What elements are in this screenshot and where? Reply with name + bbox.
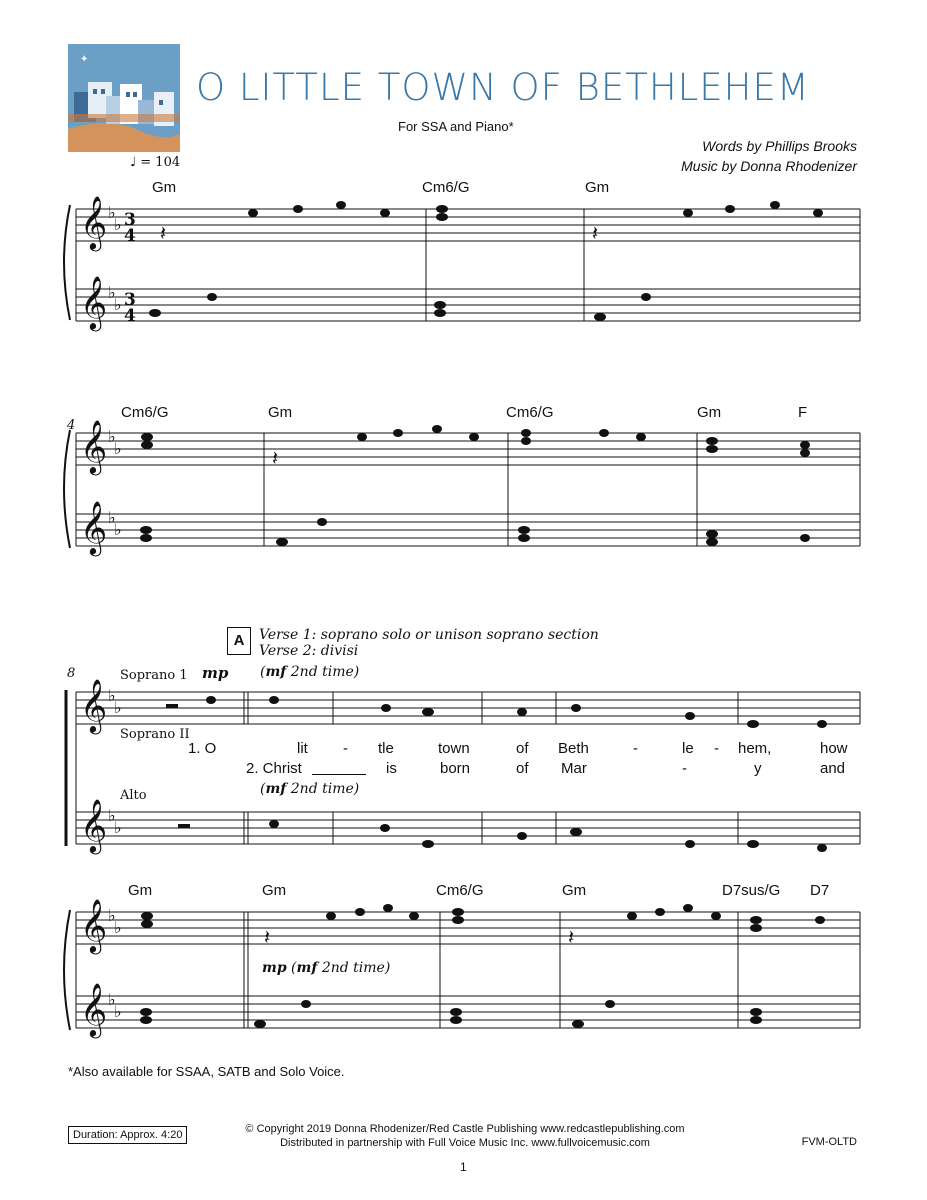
dynamic-mf: mf [265,664,287,680]
measure-number: 8 [67,666,76,681]
copyright-line: Distributed in partnership with Full Voice Music Inc. www.fullvoicemusic.com [280,1137,650,1149]
chord-symbol: Cm6/G [121,404,169,421]
chord-symbol: Cm6/G [506,404,554,421]
svg-text:♭: ♭ [108,990,116,1009]
chord-symbol: Gm [152,179,177,196]
svg-text:♭: ♭ [114,295,122,314]
lyric-syllable: - [633,740,638,757]
lyric-syllable: hem, [738,740,772,757]
chord-symbol: D7 [810,882,830,899]
note-group [140,425,810,546]
svg-text:♭: ♭ [114,818,122,837]
staff-system-1 [64,205,860,321]
lyric-syllable: Beth [558,740,589,757]
staff-lines [76,289,860,321]
note-group [140,904,825,1028]
quarter-note-icon: ♩ [130,155,137,170]
staff-lines [76,433,860,465]
staff-lines [76,996,860,1028]
page-number: 1 [460,1160,467,1174]
verse-note: Verse 2: divisi [259,643,359,659]
chord-symbol: F [798,404,808,421]
svg-text:𝄽: 𝄽 [592,221,599,245]
svg-text:♭: ♭ [114,918,122,937]
dynamic-suffix: 2nd time) [321,960,391,976]
staff-lines [76,514,860,546]
svg-text:𝄞: 𝄞 [80,500,108,554]
lyric-syllable: 1. O [188,740,217,757]
dynamic-suffix: 2nd time) [290,781,360,797]
lyric-syllable: town [438,740,470,757]
svg-text:𝄽: 𝄽 [160,221,167,245]
svg-text:𝄞: 𝄞 [80,898,108,952]
chord-symbol: Cm6/G [436,882,484,899]
chord-symbol: Gm [697,404,722,421]
catalog-code: FVM-OLTD [801,1136,857,1148]
time-signature [124,210,136,326]
subtitle: For SSA and Piano* [398,119,514,134]
svg-text:𝄞: 𝄞 [80,419,108,473]
rehearsal-mark: A [227,627,251,655]
svg-text:𝄞: 𝄞 [80,678,108,732]
svg-text:𝄞: 𝄞 [80,275,108,329]
part-label-soprano-1: Soprano 1 [120,668,188,683]
staff-lines [76,692,860,724]
svg-text:3: 3 [124,210,136,230]
svg-text:𝄞: 𝄞 [80,195,108,249]
chord-symbol: Cm6/G [422,179,470,196]
dynamic-second-time: (mf 2nd time) [260,664,360,680]
svg-text:3: 3 [124,290,136,310]
lyric-syllable: le [682,740,694,757]
svg-text:♭: ♭ [114,439,122,458]
staff-lines [76,912,860,944]
dynamic-mf: mf [265,781,287,797]
svg-text:4: 4 [124,306,136,326]
chord-symbol: Gm [268,404,293,421]
svg-text:✦: ✦ [80,54,89,65]
svg-text:♭: ♭ [108,203,116,222]
note-group [166,696,827,852]
staff-system-2 [64,430,860,548]
words-credit: Words by Phillips Brooks [702,138,857,154]
page-title: O LITTLE TOWN OF BETHLEHEM [196,66,810,109]
staff-lines [76,209,860,241]
dynamic-marking: mp [202,664,229,682]
svg-text:♭: ♭ [108,906,116,925]
duration-box: Duration: Approx. 4:20 [68,1126,187,1144]
lyric-syllable: lit [297,740,308,757]
dynamic-second-time: (mf 2nd time) [260,781,360,797]
footnote: *Also available for SSAA, SATB and Solo Voice. [68,1064,345,1079]
part-label-soprano-2: Soprano II [120,727,190,742]
lyric-syllable: how [820,740,848,757]
svg-text:♭: ♭ [108,508,116,527]
lyric-syllable: born [440,760,471,777]
note-group [149,201,823,321]
measure-number: 4 [67,418,76,433]
music-credit: Music by Donna Rhodenizer [681,158,857,174]
lyric-syllable: and [820,760,846,777]
chord-symbol: D7sus/G [722,882,781,899]
lyric-syllable: y [754,760,762,777]
chord-symbol: Gm [562,882,587,899]
chord-symbol: Gm [262,882,287,899]
staff-lines [76,812,860,844]
svg-text:♭: ♭ [114,520,122,539]
flat-icon [108,203,122,1021]
svg-text:♭: ♭ [114,215,122,234]
dynamic-mp: mp [262,960,287,976]
verse-note: Verse 1: soprano solo or unison soprano section [259,627,599,643]
lyric-syllable: of [516,760,529,777]
svg-text:♭: ♭ [114,698,122,717]
lyric-syllable: 2. Christ [246,760,302,777]
svg-text:♭: ♭ [108,427,116,446]
lyric-syllable: is [386,760,397,777]
svg-text:♭: ♭ [108,806,116,825]
lyric-syllable: Mar [561,760,587,777]
svg-text:♭: ♭ [108,283,116,302]
svg-text:𝄽: 𝄽 [568,925,575,949]
lyric-syllable: - [714,740,719,757]
staff-system-3 [66,690,860,846]
svg-text:𝄽: 𝄽 [272,446,279,470]
svg-text:𝄽: 𝄽 [264,925,271,949]
lyric-syllable: - [343,740,348,757]
dynamic-second-time: mp (mf 2nd time) [262,960,391,976]
lyric-syllable: of [516,740,529,757]
svg-text:𝄞: 𝄞 [80,982,108,1036]
svg-text:♭: ♭ [114,1002,122,1021]
chord-symbol: Gm [585,179,610,196]
copyright-line: © Copyright 2019 Donna Rhodenizer/Red Castle Publishing www.redcastlepublishing.com [245,1123,685,1135]
svg-text:♭: ♭ [108,686,116,705]
lyric-syllable: tle [378,740,394,757]
dynamic-suffix: 2nd time) [290,664,360,680]
dynamic-mf: mf [296,960,318,976]
svg-text:𝄞: 𝄞 [80,798,108,852]
lyric-syllable: - [682,760,687,777]
chord-symbol: Gm [128,882,153,899]
part-label-alto: Alto [120,788,147,803]
treble-clef-icon [80,195,107,1038]
tempo-value: = 104 [140,155,181,170]
svg-text:4: 4 [124,226,136,246]
